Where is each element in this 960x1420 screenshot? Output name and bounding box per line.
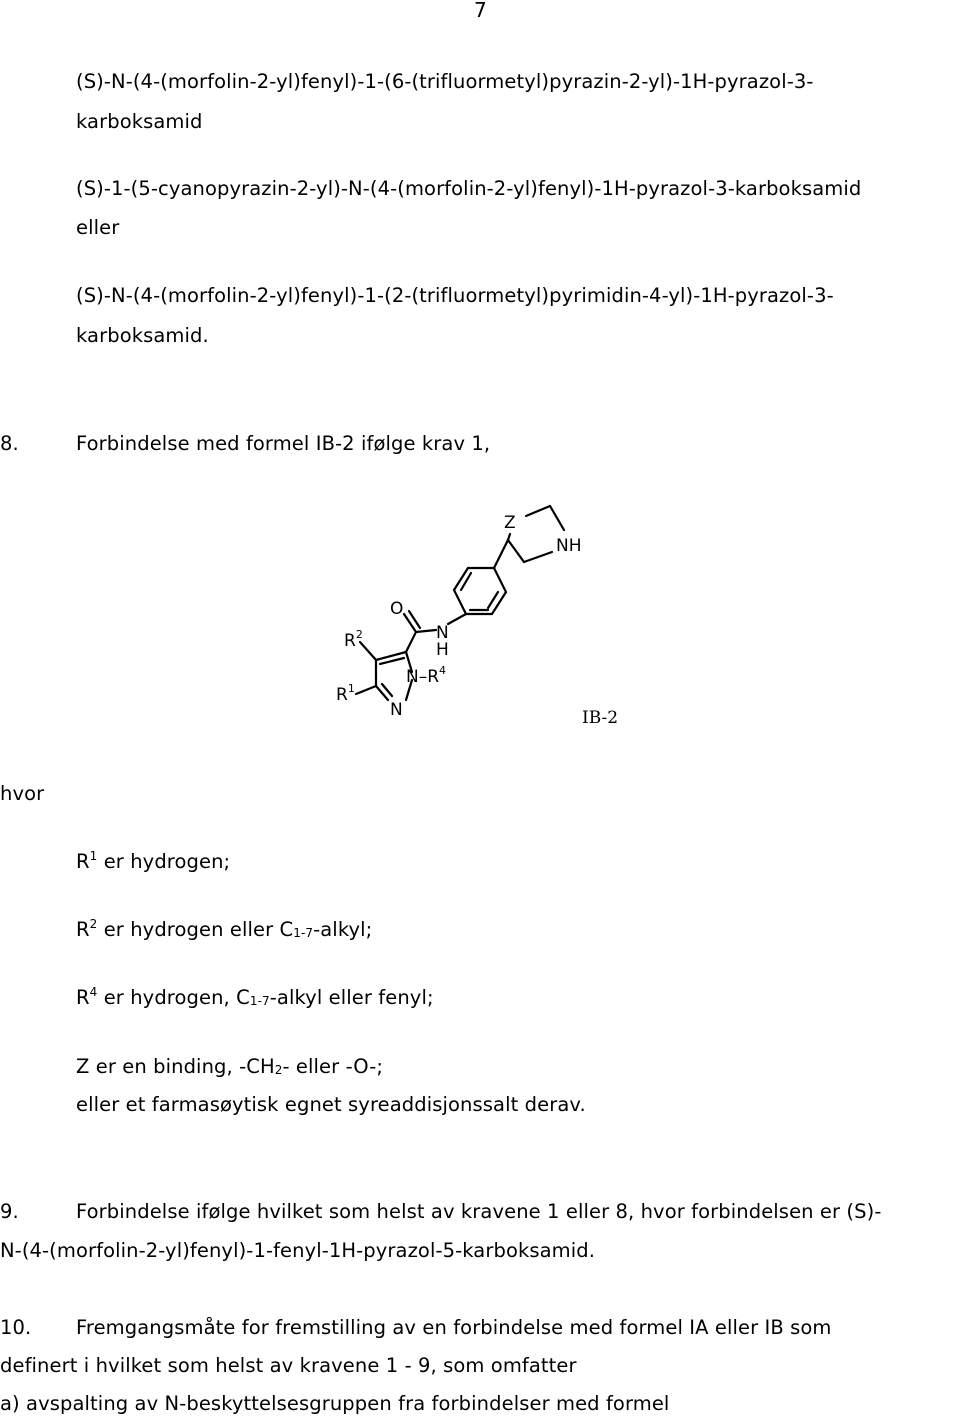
compound-2-line2: eller [76,216,120,239]
claim-8-number: 8. [0,432,19,455]
bond [448,614,466,624]
compound-2-line1: (S)-1-(5-cyanopyrazin-2-yl)-N-(4-(morfolin-2-yl)fenyl)-1H-pyrazol-3-karboksamid [76,177,862,200]
bond [550,506,564,530]
claim-10-line3: a) avspalting av N-beskyttelsesgruppen fra forbindelser med formel [0,1392,670,1415]
claim-10-line2: definert i hvilket som helst av kravene 1 - 9, som omfatter [0,1354,577,1377]
page-number: 7 [474,0,487,22]
claim-9-number: 9. [0,1200,19,1223]
claim-10-number: 10. [0,1316,32,1339]
atom-r1: $R^1$ [336,682,355,705]
claim-10-line1: Fremgangsmåte for fremstilling av en forbindelse med formel IA eller IB som [76,1316,832,1339]
bond [526,506,550,516]
definition-r1: $R^1$ er hydrogen; [76,849,231,873]
definition-z: Z er en binding, $-CH_2-$ eller -O-; [76,1055,384,1078]
definition-r2: $R^2$ er hydrogen eller $C_{1-7}$-alkyl; [76,917,373,941]
definition-salt: eller et farmasøytisk egnet syreaddisjonssalt derav. [76,1093,586,1116]
bond [508,540,524,562]
bond [360,642,376,660]
atom-r2: $R^2$ [344,628,363,651]
compound-3-line2: karboksamid. [76,324,209,347]
bond [416,630,436,632]
bond [524,552,552,562]
bond [404,614,416,632]
atom-z: Z [504,513,516,533]
claim-8-text: Forbindelse med formel IB-2 ifølge krav 1, [76,432,491,455]
atom-nh: NH [556,536,582,556]
hvor-label: hvor [0,782,45,805]
compound-1-line2: karboksamid [76,110,203,133]
definition-r4: $R^4$ er hydrogen, $C_{1-7}$-alkyl eller fenyl; [76,985,434,1009]
structure-ib-2 [320,500,640,730]
atom-n-bottom: N [390,700,403,720]
claim-9-line2: N-(4-(morfolin-2-yl)fenyl)-1-fenyl-1H-pyrazol-5-karboksamid. [0,1239,596,1262]
compound-1-line1: (S)-N-(4-(morfolin-2-yl)fenyl)-1-(6-(trifluormetyl)pyrazin-2-yl)-1H-pyrazol-3- [76,70,814,93]
atom-h-amide: H [436,640,449,660]
claim-9-line1: Forbindelse ifølge hvilket som helst av kravene 1 eller 8, hvor forbindelsen er (S)- [76,1200,882,1223]
bond [406,632,416,652]
formula-label: IB-2 [582,708,619,728]
atom-n-r4: $N-R^4$ [406,664,447,687]
compound-3-line1: (S)-N-(4-(morfolin-2-yl)fenyl)-1-(2-(trifluormetyl)pyrimidin-4-yl)-1H-pyrazol-3- [76,284,834,307]
atom-n-amide: N [436,623,449,643]
bond [356,686,376,694]
bond [494,540,508,568]
atom-o: O [390,599,404,619]
